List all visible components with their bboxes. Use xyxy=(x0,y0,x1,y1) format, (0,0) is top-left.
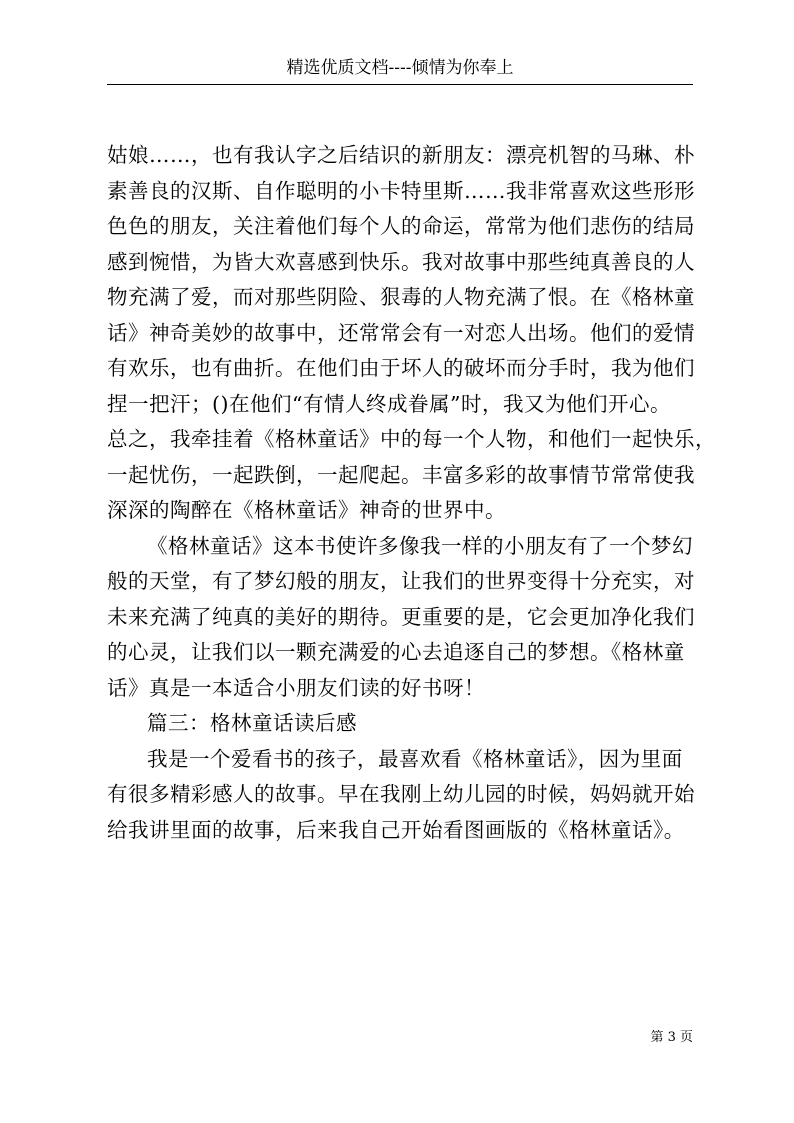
body-line: 物充满了爱，而对那些阴险、狠毒的人物充满了恨。在《格林童 xyxy=(107,285,695,309)
body-line: 捏一把汗；()在他们“有情人终成眷属”时，我又为他们开心。 xyxy=(107,391,671,416)
page-number: 第 3 页 xyxy=(650,1030,693,1045)
body-line: 姑娘……，也有我认字之后结识的新朋友：漂亮机智的马琳、朴 xyxy=(107,143,695,167)
body-line: 深深的陶醉在《格林童话》神奇的世界中。 xyxy=(107,498,506,522)
body-line: 话》真是一本适合小朋友们读的好书呀！ xyxy=(107,675,485,700)
body-line: 般的天堂，有了梦幻般的朋友，让我们的世界变得十分充实，对 xyxy=(107,569,695,593)
paragraph-start-line: 《格林童话》这本书使许多像我一样的小朋友有了一个梦幻 xyxy=(147,533,693,558)
body-line: 一起忧伤，一起跌倒，一起爬起。丰富多彩的故事情节常常使我 xyxy=(107,462,695,487)
paragraph-start-line: 我是一个爱看书的孩子，最喜欢看《格林童话》，因为里面 xyxy=(147,746,683,771)
document-body xyxy=(107,138,716,848)
body-line: 素善良的汉斯、自作聪明的小卡特里斯……我非常喜欢这些形形 xyxy=(107,178,695,203)
page-header: 精选优质文档----倾情为你奉上 xyxy=(107,56,693,85)
body-line: 有欢乐，也有曲折。在他们由于坏人的破坏而分手时，我为他们 xyxy=(107,356,695,380)
body-line: 感到惋惜，为皆大欢喜感到快乐。我对故事中那些纯真善良的人 xyxy=(107,249,695,274)
body-line: 话》神奇美妙的故事中，还常常会有一对恋人出场。他们的爱情 xyxy=(107,320,695,345)
body-line: 色色的朋友，关注着他们每个人的命运，常常为他们悲伤的结局 xyxy=(107,214,695,238)
body-line: 总之，我牵挂着《格林童话》中的每一个人物，和他们一起快乐， xyxy=(107,427,716,451)
body-line: 的心灵，让我们以一颗充满爱的心去追逐自己的梦想。《格林童 xyxy=(107,640,685,664)
section-heading: 篇三：格林童话读后感 xyxy=(147,711,357,735)
body-line: 未来充满了纯真的美好的期待。更重要的是，它会更加净化我们 xyxy=(107,604,695,629)
body-line: 给我讲里面的故事，后来我自己开始看图画版的《格林童话》。 xyxy=(107,817,685,842)
body-line: 有很多精彩感人的故事。早在我刚上幼儿园的时候，妈妈就开始 xyxy=(107,782,695,806)
